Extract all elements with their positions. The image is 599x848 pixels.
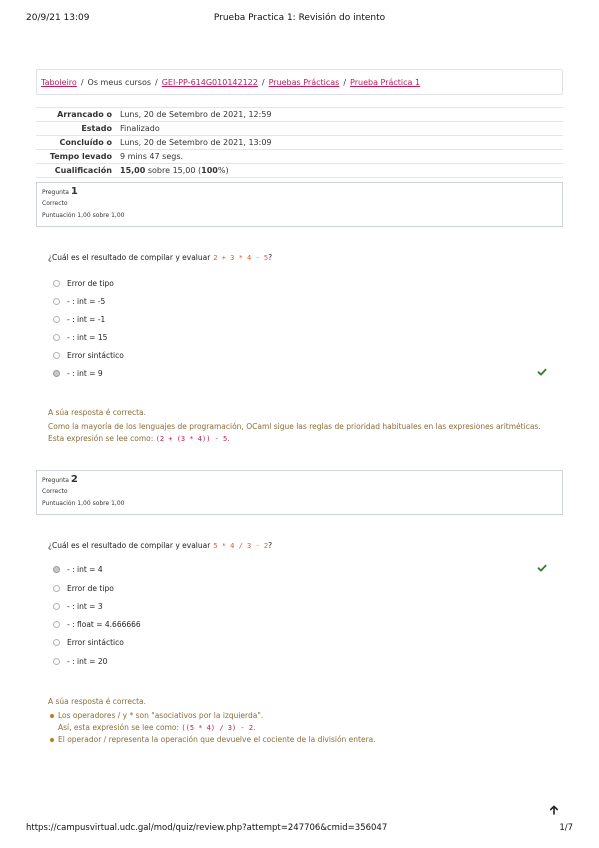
feedback-bullet-text: El operador / representa la operación que devuelve el cociente de la división entera. [58, 735, 376, 744]
feedback-list-item [48, 710, 376, 734]
feedback-expression-code: (2 + (3 * 4)) - 5 [155, 435, 228, 443]
option-label: - : int = 20 [67, 656, 108, 666]
feedback-list [48, 710, 376, 746]
summary-row-started [36, 108, 563, 122]
option-label: - : int = -5 [67, 296, 106, 306]
option-label: - : float = 4.666666 [67, 619, 141, 629]
breadcrumb-my-courses: Os meus cursos [87, 77, 152, 87]
summary-grade-value [116, 164, 563, 178]
feedback-bullet-sub-end: . [253, 723, 256, 732]
radio-button[interactable] [53, 585, 60, 592]
radio-button[interactable] [53, 603, 60, 610]
attempt-summary-table [36, 107, 563, 178]
summary-value: Luns, 20 de Setembro de 2021, 13:09 [116, 136, 563, 150]
correct-check-icon [537, 367, 547, 377]
feedback-expression-text: Esta expresión se lee como: [48, 434, 154, 443]
question-1-text [48, 253, 272, 262]
q1-option-4[interactable] [53, 331, 553, 343]
breadcrumb [36, 69, 563, 95]
question-mark: ? [268, 541, 273, 550]
breadcrumb-separator: / [155, 77, 158, 87]
summary-label: Arrancado o [36, 108, 116, 122]
q1-option-2[interactable] [53, 295, 553, 307]
summary-row-state [36, 122, 563, 136]
q2-option-2[interactable] [53, 582, 553, 594]
summary-label: Concluído o [36, 136, 116, 150]
summary-value: 9 mins 47 segs. [116, 150, 563, 164]
option-label: - : int = 3 [67, 601, 103, 611]
breadcrumb-separator: / [80, 77, 84, 87]
correct-check-icon [537, 563, 547, 573]
q1-option-1[interactable] [53, 277, 553, 289]
question-code: 2 + 3 * 4 - 5 [213, 254, 269, 262]
breadcrumb-quiz[interactable]: Prueba Práctica 1 [350, 77, 421, 87]
breadcrumb-course[interactable]: GEI-PP-614G010142122 [161, 77, 258, 87]
option-label: Error sintáctico [67, 637, 124, 647]
summary-label: Cualificación [36, 164, 116, 178]
q1-option-3[interactable] [53, 313, 553, 325]
question-mark: ? [268, 253, 273, 262]
feedback-title: A súa resposta é correcta. [48, 408, 147, 417]
print-url: https://campusvirtual.udc.gal/mod/quiz/review.php?attempt=247706&cmid=356047 [26, 823, 388, 833]
summary-value: Finalizado [116, 122, 563, 136]
question-1-feedback [48, 407, 541, 445]
feedback-expression-end: . [227, 434, 230, 443]
question-number [42, 186, 557, 197]
radio-button[interactable] [53, 352, 60, 359]
print-header [0, 13, 599, 27]
summary-value: Luns, 20 de Setembro de 2021, 12:59 [116, 108, 563, 122]
question-number-value: 2 [70, 474, 78, 485]
radio-button-checked[interactable] [53, 566, 60, 573]
print-page-number: 1/7 [559, 823, 573, 833]
q2-option-5[interactable] [53, 636, 553, 648]
question-state: Correcto [42, 200, 68, 207]
feedback-list-item [48, 734, 376, 746]
question-2-feedback [48, 696, 376, 746]
feedback-bullet-text: Los operadores / y * son "asociativos por la izquierda". [58, 711, 264, 720]
radio-button[interactable] [53, 621, 60, 628]
question-state: Correcto [42, 488, 68, 495]
feedback-title: A súa resposta é correcta. [48, 697, 147, 706]
question-text: ¿Cuál es el resultado de compilar y evaluar [48, 541, 211, 550]
q2-option-3[interactable] [53, 600, 553, 612]
feedback-expression [48, 433, 541, 445]
option-label: Error de tipo [67, 583, 114, 593]
print-date: 20/9/21 13:09 [26, 13, 90, 23]
radio-button-checked[interactable] [53, 370, 60, 377]
question-grade: Puntuación 1,00 sobre 1,00 [42, 500, 125, 507]
q2-option-4[interactable] [53, 618, 553, 630]
q1-option-6[interactable] [53, 367, 553, 379]
summary-row-time-taken [36, 150, 563, 164]
arrow-up-icon[interactable] [548, 804, 560, 816]
option-label: - : int = 15 [67, 332, 108, 342]
summary-row-completed [36, 136, 563, 150]
breadcrumb-dashboard[interactable]: Taboleiro [41, 77, 77, 87]
option-label: Error sintáctico [67, 350, 124, 360]
option-label: Error de tipo [67, 278, 114, 288]
grade-score: 15,00 [120, 166, 146, 175]
grade-percent-sign: %) [217, 166, 229, 175]
summary-row-grade [36, 164, 563, 178]
breadcrumb-separator: / [261, 77, 265, 87]
question-2-info [36, 470, 563, 515]
question-prefix: Pregunta [42, 477, 69, 484]
radio-button[interactable] [53, 639, 60, 646]
question-grade: Puntuación 1,00 sobre 1,00 [42, 212, 125, 219]
question-code: 5 * 4 / 3 - 2 [213, 542, 269, 550]
feedback-explanation: Como la mayoría de los lenguajes de programación, OCaml sigue las reglas de prioridad habituales en las expresiones aritméticas. [48, 422, 541, 431]
question-number [42, 474, 557, 485]
radio-button[interactable] [53, 316, 60, 323]
question-prefix: Pregunta [42, 189, 69, 196]
option-label: - : int = 4 [67, 564, 103, 574]
radio-button[interactable] [53, 298, 60, 305]
summary-label: Estado [36, 122, 116, 136]
feedback-bullet-sub-text: Así, esta expresión se lee como: [58, 723, 179, 732]
question-text: ¿Cuál es el resultado de compilar y evaluar [48, 253, 211, 262]
breadcrumb-section[interactable]: Pruebas Prácticas [268, 77, 340, 87]
summary-label: Tempo levado [36, 150, 116, 164]
radio-button[interactable] [53, 658, 60, 665]
question-2-text [48, 541, 272, 550]
radio-button[interactable] [53, 280, 60, 287]
question-number-value: 1 [70, 186, 78, 197]
feedback-bullet-sub-code: ((5 * 4) / 3) - 2 [181, 724, 254, 732]
question-1-info [36, 182, 563, 227]
q2-option-6[interactable] [53, 655, 553, 667]
q1-option-5[interactable] [53, 349, 553, 361]
option-label: - : int = -1 [67, 314, 106, 324]
print-title: Prueba Practica 1: Revisión do intento [213, 13, 386, 23]
radio-button[interactable] [53, 334, 60, 341]
grade-percent: 100 [201, 166, 218, 175]
breadcrumb-separator: / [343, 77, 347, 87]
grade-out-of: sobre 15,00 ( [145, 166, 202, 175]
option-label: - : int = 9 [67, 368, 103, 378]
q2-option-1[interactable] [53, 563, 553, 575]
